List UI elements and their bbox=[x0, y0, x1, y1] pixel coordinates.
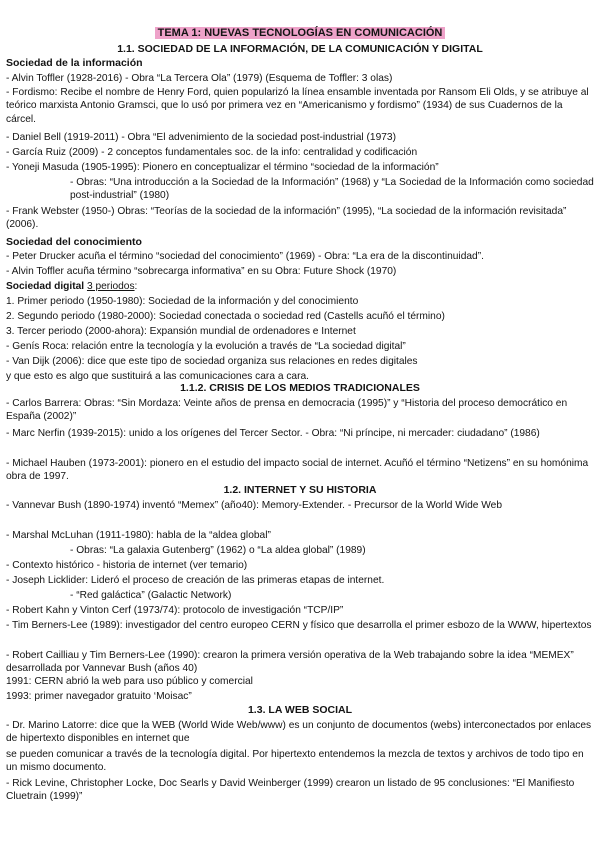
roca-item: - Genís Roca: relación entre la tecnología y la evolución a través de “La sociedad digital” bbox=[6, 341, 406, 352]
toffler-item: - Alvin Toffler (1928-2016) - Obra “La Tercera Ola” (1979) (Esquema de Toffler: 3 olas) bbox=[6, 73, 393, 84]
bell-item: - Daniel Bell (1919-2011) - Obra “El advenimiento de la sociedad post-industrial (1973) bbox=[6, 132, 396, 143]
knowledge-society-heading: Sociedad del conocimiento bbox=[6, 236, 142, 248]
licklider-item: - Joseph Licklider: Lideró el proceso de creación de las primeras etapas de internet. bbox=[6, 575, 385, 586]
bush-item: - Vannevar Bush (1890-1974) inventó “Memex” (año40): Memory-Extender. - Precursor de la World Wide Web bbox=[6, 500, 503, 511]
section-1-1-2-heading: 1.1.2. CRISIS DE LOS MEDIOS TRADICIONALES bbox=[180, 382, 420, 394]
latorre-item: - Dr. Marino Latorre: dice que la WEB (World Wide Web/www) es un conjunto de documentos (webs) interconectados por enlaces de hipertexto disponibles en internet que bbox=[6, 720, 592, 745]
fordismo-item: - Fordismo: Recibe el nombre de Henry Ford, quien popularizó la línea ensamble inventada por Ransom Eli Olds, y se atribuye al teórico marxista Antonio Gramsci, que lo usó por primera vez en “Americanismo y fordismo” (1934) de sus Cuadernos de la cárcel. bbox=[6, 87, 589, 125]
toffler-overload-item: - Alvin Toffler acuña término “sobrecarga informativa” en su Obra: Future Shock (1970) bbox=[6, 266, 397, 277]
masuda-item: - Yoneji Masuda (1905-1995): Pionero en conceptualizar el término “sociedad de la información” bbox=[6, 162, 439, 173]
year-1993-item: 1993: primer navegador gratuito ‘Moisac” bbox=[6, 691, 192, 702]
section-1-3-heading: 1.3. LA WEB SOCIAL bbox=[247, 704, 353, 716]
context-item: - Contexto histórico - historia de internet (ver temario) bbox=[6, 560, 248, 571]
period-1-item: 1. Primer periodo (1950-1980): Sociedad de la información y del conocimiento bbox=[6, 296, 359, 307]
section-1-1-heading: 1.1. SOCIEDAD DE LA INFORMACIÓN, DE LA COMUNICACIÓN Y DIGITAL bbox=[117, 43, 483, 55]
cluetrain-item: - Rick Levine, Christopher Locke, Doc Searls y David Weinberger (1999) crearon un listado de 95 conclusiones: “El Manifiesto Cluetrain (1999)” bbox=[6, 778, 575, 803]
period-3-item: 3. Tercer periodo (2000-ahora): Expansión mundial de ordenadores e Internet bbox=[6, 326, 356, 337]
nerfin-item: - Marc Nerfin (1939-2015): unido a los orígenes del Tercer Sector. - Obra: “Ni príncipe, ni mercader: ciudadano” (1986) bbox=[6, 428, 540, 439]
galactic-network-item: - “Red galáctica” (Galactic Network) bbox=[70, 590, 232, 601]
berners-lee-item: - Tim Berners-Lee (1989): investigador del centro europeo CERN y físico que desarrolla el primer esbozo de la WWW, hipertextos bbox=[6, 620, 592, 631]
masuda-works: - Obras: “Una introducción a la Sociedad de la Información” (1968) y “La Sociedad de la Información como sociedad post-industrial” (1980) bbox=[70, 177, 594, 202]
mcluhan-item: - Marshal McLuhan (1911-1980): habla de la “aldea global” bbox=[6, 530, 271, 541]
section-1-2-heading: 1.2. INTERNET Y SU HISTORIA bbox=[223, 484, 377, 496]
hauben-item: - Michael Hauben (1973-2001): pionero en el estudio del impacto social de internet. Acuñó el término “Netizens” en su homónima obra de 1997. bbox=[6, 458, 589, 483]
barrera-item: - Carlos Barrera: Obras: “Sin Mordaza: Veinte años de prensa en democracia (1995)” y “Historia del proceso democrático en España (2002)” bbox=[6, 398, 568, 423]
mcluhan-works: - Obras: “La galaxia Gutenberg” (1962) o “La aldea global” (1989) bbox=[70, 545, 366, 556]
year-1991-item: 1991: CERN abrió la web para uso público y comercial bbox=[6, 676, 253, 687]
drucker-item: - Peter Drucker acuña el término “sociedad del conocimiento” (1969) - Obra: “La era de la discontinuidad”. bbox=[6, 251, 484, 262]
period-2-item: 2. Segundo periodo (1980-2000): Sociedad conectada o sociedad red (Castells acuñó el término) bbox=[6, 311, 445, 322]
latorre-continuation: se pueden comunicar a través de la tecnología digital. Por hipertexto entendemos la mezcla de textos y archivos de todo tipo en un mismo documento. bbox=[6, 749, 584, 774]
van-dijk-item: - Van Dijk (2006): dice que este tipo de sociedad organiza sus relaciones en redes digitales bbox=[6, 356, 418, 367]
document-title: TEMA 1: NUEVAS TECNOLOGÍAS EN COMUNICACIÓN bbox=[0, 27, 600, 40]
info-society-heading: Sociedad de la información bbox=[6, 57, 143, 69]
van-dijk-continuation: y que esto es algo que sustituirá a las comunicaciones cara a cara. bbox=[6, 371, 309, 382]
cailliau-item: - Robert Cailliau y Tim Berners-Lee (1990): crearon la primera versión operativa de la Web trabajando sobre la idea “MEMEX” desarrollada por Vannevar Bush (años 40) bbox=[6, 650, 574, 675]
garcia-ruiz-item: - García Ruiz (2009) - 2 conceptos fundamentales soc. de la info: centralidad y codificación bbox=[6, 147, 418, 158]
kahn-cerf-item: - Robert Kahn y Vinton Cerf (1973/74): protocolo de investigación “TCP/IP” bbox=[6, 605, 344, 616]
digital-society-heading: Sociedad digital 3 periodos: bbox=[6, 281, 138, 292]
webster-item: - Frank Webster (1950-) Obras: “Teorías de la sociedad de la información” (1995), “La sociedad de la información revisitada” (2006). bbox=[6, 206, 567, 231]
